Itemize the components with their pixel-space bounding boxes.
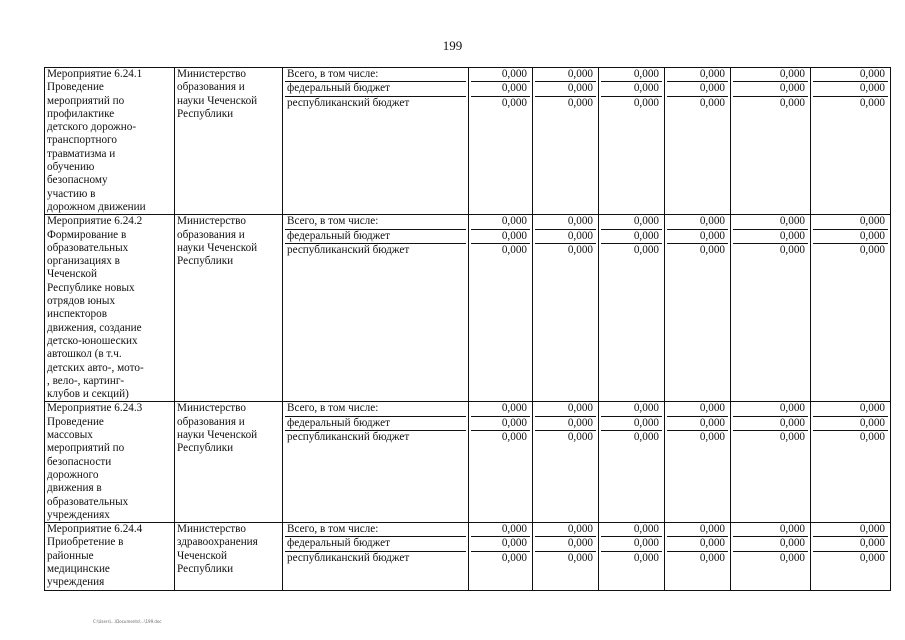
activity-cell: Мероприятие 6.24.4 Приобретение в районные медицинские учреждения [45, 523, 175, 590]
amount-value: 0,000 [471, 537, 530, 551]
amount-value: 0,000 [601, 523, 662, 537]
budget-table [44, 67, 891, 591]
page-number: 199 [442, 38, 463, 53]
value-cell [533, 215, 599, 402]
amount-value: 0,000 [567, 431, 593, 444]
funding-source-label: республиканский бюджет [287, 551, 410, 564]
amount-value: 0,000 [567, 96, 593, 109]
amount-value: 0,000 [633, 96, 659, 109]
amount-value: 0,000 [471, 82, 530, 96]
amount-value: 0,000 [699, 551, 725, 564]
funding-source-label: республиканский бюджет [287, 243, 410, 256]
amount-value: 0,000 [813, 68, 888, 82]
amount-value: 0,000 [601, 229, 662, 243]
amount-value: 0,000 [601, 68, 662, 82]
funding-source-label: Всего, в том числе: [285, 523, 466, 537]
value-cell [665, 68, 731, 215]
amount-value: 0,000 [667, 68, 728, 82]
value-cell [469, 215, 533, 402]
value-cell [533, 523, 599, 590]
activity-cell: Мероприятие 6.24.2 Формирование в образовательных организациях в Чеченской Республике новых отрядов юных инспекторов движения, создание детско-юношеских автошкол (в т.ч. детских авто-, мото- , вело-, картинг- клубов и секций) [45, 215, 175, 402]
funding-source-cell [283, 215, 469, 402]
amount-value: 0,000 [813, 416, 888, 430]
amount-value: 0,000 [535, 82, 596, 96]
amount-value: 0,000 [733, 537, 808, 551]
amount-value: 0,000 [501, 431, 527, 444]
value-cell [811, 215, 891, 402]
amount-value: 0,000 [471, 215, 530, 229]
amount-value: 0,000 [535, 229, 596, 243]
organization-cell: Министерство образования и науки Чеченской Республики [175, 215, 283, 402]
amount-value: 0,000 [535, 402, 596, 416]
amount-value: 0,000 [471, 523, 530, 537]
funding-source-label: республиканский бюджет [287, 431, 410, 444]
amount-value: 0,000 [601, 402, 662, 416]
funding-source-label: республиканский бюджет [287, 96, 410, 109]
amount-value: 0,000 [471, 416, 530, 430]
table-row [45, 523, 891, 590]
amount-value: 0,000 [601, 82, 662, 96]
value-cell [599, 402, 665, 523]
funding-source-label: федеральный бюджет [285, 416, 466, 430]
value-cell [731, 523, 811, 590]
funding-source-label: федеральный бюджет [285, 82, 466, 96]
amount-value: 0,000 [667, 537, 728, 551]
amount-value: 0,000 [779, 243, 805, 256]
funding-source-cell [283, 68, 469, 215]
amount-value: 0,000 [535, 68, 596, 82]
amount-value: 0,000 [733, 402, 808, 416]
amount-value: 0,000 [667, 229, 728, 243]
value-cell [811, 68, 891, 215]
value-cell [599, 215, 665, 402]
amount-value: 0,000 [779, 96, 805, 109]
amount-value: 0,000 [601, 537, 662, 551]
amount-value: 0,000 [567, 243, 593, 256]
amount-value: 0,000 [535, 416, 596, 430]
amount-value: 0,000 [699, 431, 725, 444]
amount-value: 0,000 [633, 551, 659, 564]
amount-value: 0,000 [667, 416, 728, 430]
amount-value: 0,000 [601, 215, 662, 229]
amount-value: 0,000 [633, 431, 659, 444]
value-cell [469, 68, 533, 215]
table-row [45, 215, 891, 402]
amount-value: 0,000 [813, 82, 888, 96]
amount-value: 0,000 [567, 551, 593, 564]
value-cell [731, 68, 811, 215]
footer-file-path: C:\Users\...\Documents\...\199.doc [93, 619, 162, 624]
amount-value: 0,000 [471, 68, 530, 82]
amount-value: 0,000 [733, 416, 808, 430]
value-cell [665, 523, 731, 590]
funding-source-cell [283, 402, 469, 523]
amount-value: 0,000 [667, 82, 728, 96]
value-cell [469, 523, 533, 590]
value-cell [811, 523, 891, 590]
amount-value: 0,000 [733, 215, 808, 229]
table-row [45, 68, 891, 215]
activity-cell: Мероприятие 6.24.3 Проведение массовых мероприятий по безопасности дорожного движения в образовательных учреждениях [45, 402, 175, 523]
amount-value: 0,000 [535, 537, 596, 551]
organization-cell: Министерство образования и науки Чеченской Республики [175, 402, 283, 523]
amount-value: 0,000 [633, 243, 659, 256]
amount-value: 0,000 [471, 229, 530, 243]
amount-value: 0,000 [501, 243, 527, 256]
value-cell [665, 402, 731, 523]
organization-cell: Министерство здравоохранения Чеченской Республики [175, 523, 283, 590]
value-cell [533, 402, 599, 523]
funding-source-label: федеральный бюджет [285, 537, 466, 551]
amount-value: 0,000 [779, 551, 805, 564]
amount-value: 0,000 [859, 243, 885, 256]
funding-source-label: Всего, в том числе: [285, 68, 466, 82]
value-cell [811, 402, 891, 523]
funding-source-label: Всего, в том числе: [285, 215, 466, 229]
funding-source-label: федеральный бюджет [285, 229, 466, 243]
amount-value: 0,000 [699, 243, 725, 256]
amount-value: 0,000 [733, 523, 808, 537]
activity-cell: Мероприятие 6.24.1 Проведение мероприятий по профилактике детского дорожно- транспортного травматизма и обучению безопасному участию в дорожном движении [45, 68, 175, 215]
amount-value: 0,000 [779, 431, 805, 444]
funding-source-label: Всего, в том числе: [285, 402, 466, 416]
amount-value: 0,000 [471, 402, 530, 416]
value-cell [599, 68, 665, 215]
value-cell [469, 402, 533, 523]
funding-source-cell [283, 523, 469, 590]
amount-value: 0,000 [813, 402, 888, 416]
amount-value: 0,000 [859, 431, 885, 444]
amount-value: 0,000 [501, 551, 527, 564]
amount-value: 0,000 [535, 523, 596, 537]
amount-value: 0,000 [859, 551, 885, 564]
amount-value: 0,000 [733, 82, 808, 96]
value-cell [533, 68, 599, 215]
amount-value: 0,000 [667, 523, 728, 537]
amount-value: 0,000 [501, 96, 527, 109]
value-cell [731, 402, 811, 523]
amount-value: 0,000 [859, 96, 885, 109]
table-row [45, 402, 891, 523]
amount-value: 0,000 [813, 215, 888, 229]
value-cell [731, 215, 811, 402]
organization-cell: Министерство образования и науки Чеченской Республики [175, 68, 283, 215]
amount-value: 0,000 [699, 96, 725, 109]
amount-value: 0,000 [733, 229, 808, 243]
amount-value: 0,000 [535, 215, 596, 229]
amount-value: 0,000 [733, 68, 808, 82]
amount-value: 0,000 [601, 416, 662, 430]
value-cell [599, 523, 665, 590]
value-cell [665, 215, 731, 402]
amount-value: 0,000 [667, 215, 728, 229]
amount-value: 0,000 [813, 537, 888, 551]
amount-value: 0,000 [813, 523, 888, 537]
amount-value: 0,000 [813, 229, 888, 243]
amount-value: 0,000 [667, 402, 728, 416]
